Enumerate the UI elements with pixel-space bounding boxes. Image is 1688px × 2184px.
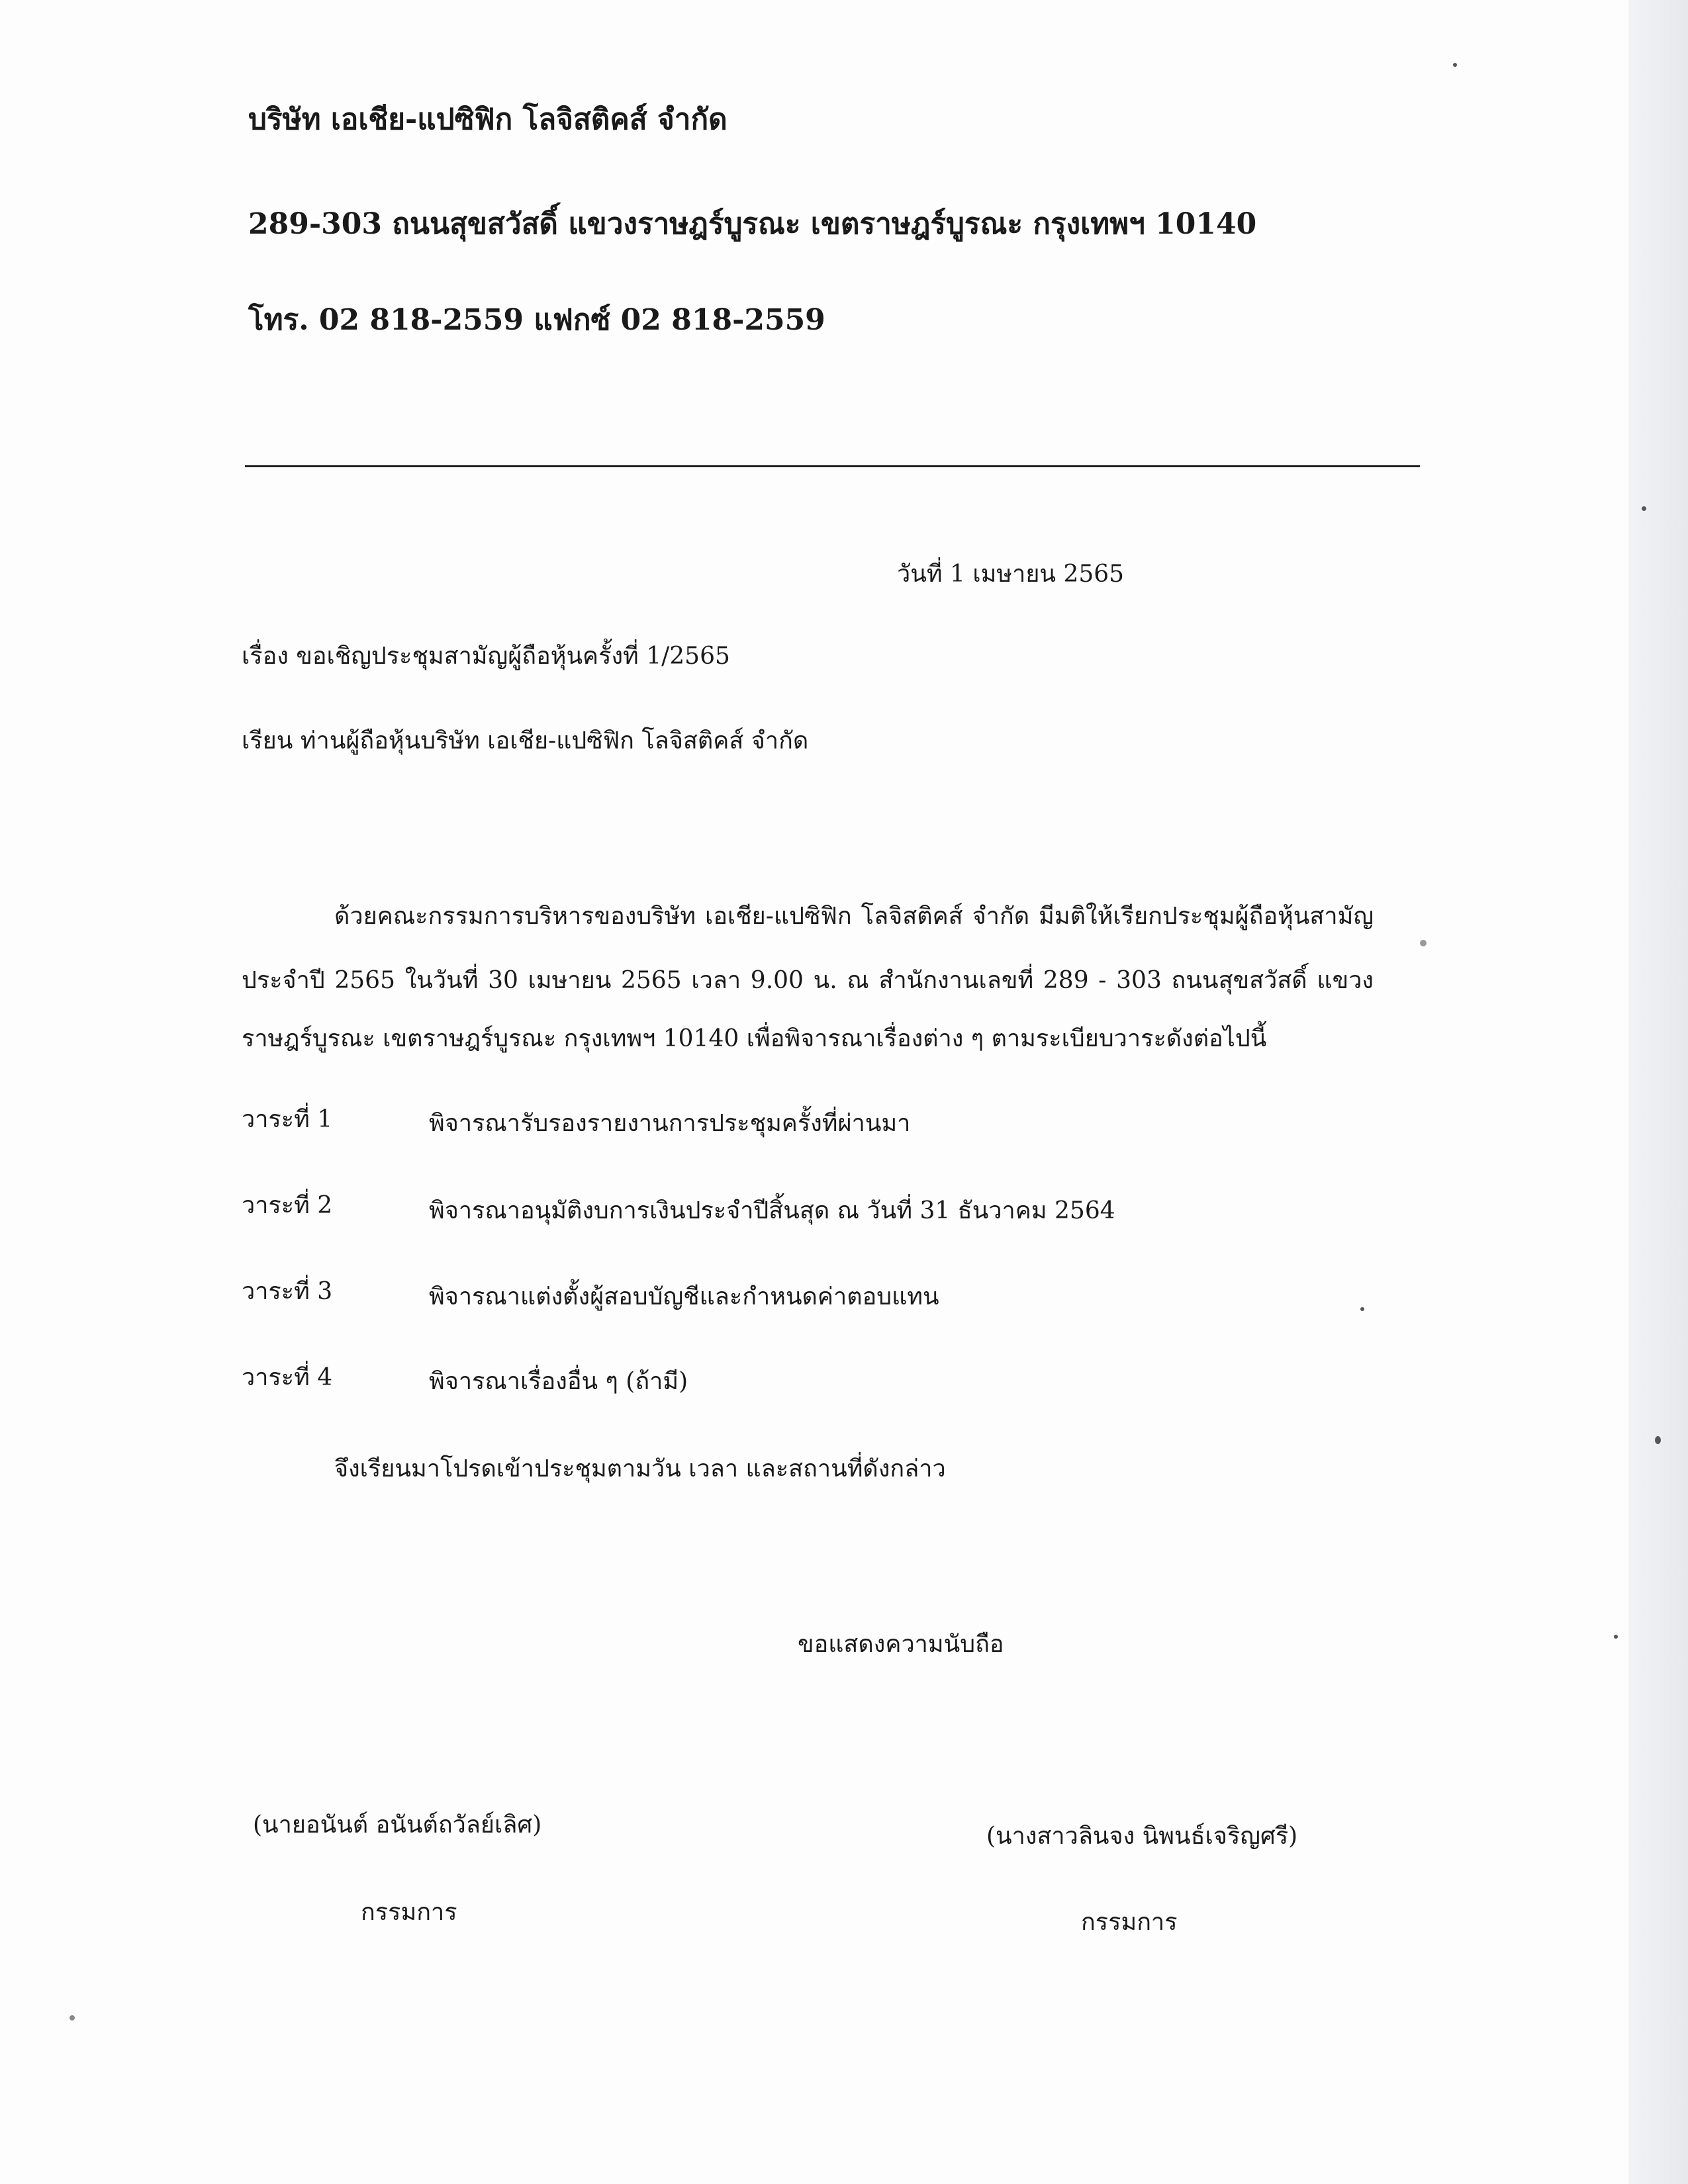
letter-date: วันที่ 1 เมษายน 2565 [897,561,1125,588]
scan-speck [1420,940,1427,946]
scan-speck [1614,1635,1618,1639]
agenda-label-1: วาระที่ 1 [242,1106,333,1133]
agenda-label-3: วาระที่ 3 [242,1278,333,1305]
agenda-label-4: วาระที่ 4 [242,1364,333,1391]
agenda-label-2: วาระที่ 2 [242,1192,333,1219]
letter-recipient: เรียน ท่านผู้ถือหุ้นบริษัท เอเชีย-แปซิฟิก โลจิสติคส์ จำกัด [242,727,809,754]
company-address: 289-303 ถนนสุขสวัสดิ์ แขวงราษฎร์บูรณะ เขตราษฎร์บูรณะ กรุงเทพฯ 10140 [248,207,1257,241]
scan-page-edge [1628,0,1688,2184]
agenda-text-1: พิจารณารับรองรายงานการประชุมครั้งที่ผ่านมา [429,1110,911,1137]
signatory-title-1: กรรมการ [361,1899,457,1926]
agenda-text-4: พิจารณาเรื่องอื่น ๆ (ถ้ามี) [429,1368,688,1395]
scan-speck [1360,1307,1364,1311]
scan-speck [1655,1436,1661,1444]
scan-speck [1642,506,1646,511]
paragraph-line-1: ด้วยคณะกรรมการบริหารของบริษัท เอเชีย-แปซิฟิก โลจิสติคส์ จำกัด มีมติให้เรียกประชุมผู้ถือหุ้นสามัญ [334,903,1374,930]
company-name: บริษัท เอเชีย-แปซิฟิก โลจิสติคส์ จำกัด [248,103,727,136]
company-contact: โทร. 02 818-2559 แฟกซ์ 02 818-2559 [248,303,825,337]
scan-speck [1453,63,1457,67]
agenda-text-3: พิจารณาแต่งตั้งผู้สอบบัญชีและกำหนดค่าตอบแทน [429,1283,939,1310]
signatory-title-2: กรรมการ [1081,1909,1178,1936]
scan-speck [70,2015,75,2021]
closing-salutation: ขอแสดงความนับถือ [798,1631,1004,1658]
paragraph-line-2: ประจำปี 2565 ในวันที่ 30 เมษายน 2565 เวลา 9.00 น. ณ สำนักงานเลขที่ 289 - 303 ถนนสุขสวัสดิ์ แขวง [242,967,1374,994]
agenda-text-2: พิจารณาอนุมัติงบการเงินประจำปีสิ้นสุด ณ วันที่ 31 ธันวาคม 2564 [429,1197,1115,1224]
paragraph-line-3: ราษฎร์บูรณะ เขตราษฎร์บูรณะ กรุงเทพฯ 10140 เพื่อพิจารณาเรื่องต่าง ๆ ตามระเบียบวาระดังต่อไปนี้ [242,1025,1267,1052]
letter-subject: เรื่อง ขอเชิญประชุมสามัญผู้ถือหุ้นครั้งที่ 1/2565 [242,643,730,670]
letterhead-divider [245,465,1420,467]
signatory-name-2: (นางสาวลินจง นิพนธ์เจริญศรี) [986,1823,1298,1850]
closing-invitation: จึงเรียนมาโปรดเข้าประชุมตามวัน เวลา และสถานที่ดังกล่าว [334,1455,946,1482]
signatory-name-1: (นายอนันต์ อนันต์ถวัลย์เลิศ) [253,1811,542,1839]
